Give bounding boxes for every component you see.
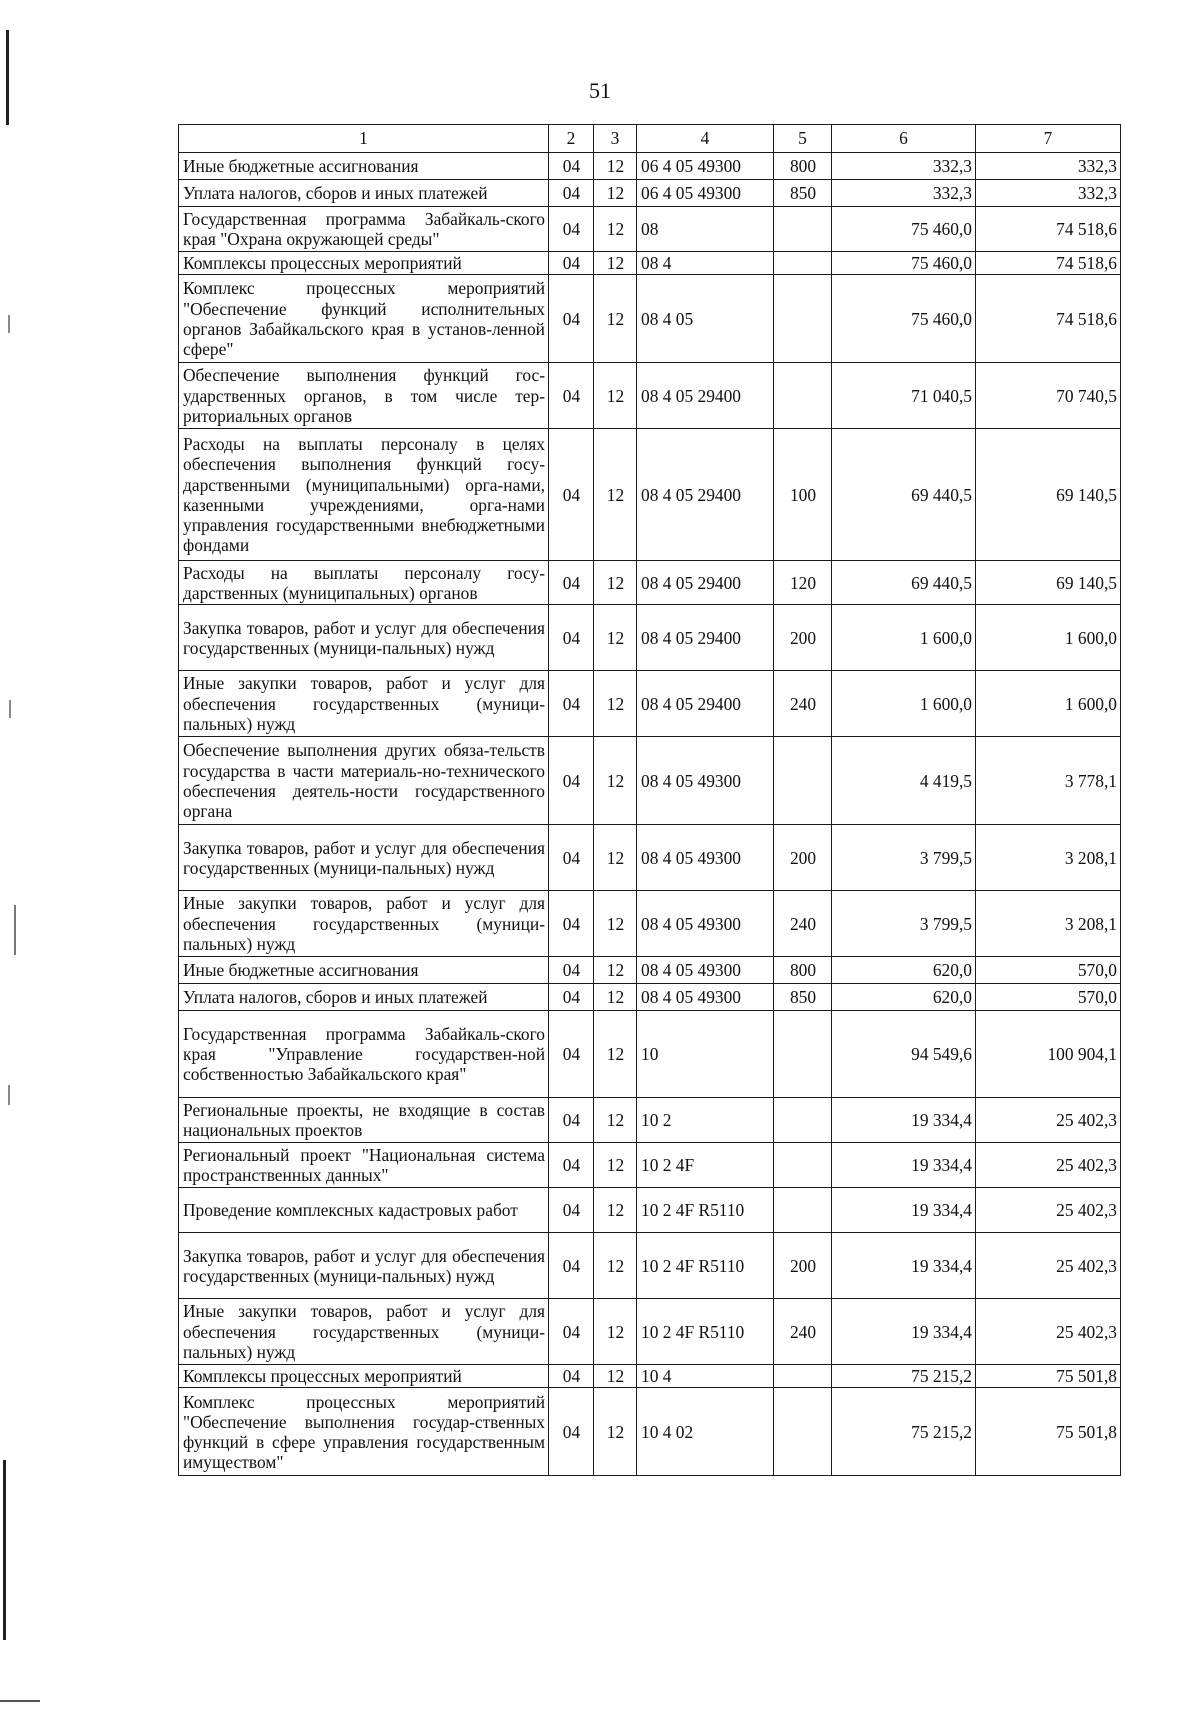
section-cell: 04 bbox=[549, 180, 594, 207]
expense-type-cell: 800 bbox=[774, 957, 832, 984]
amount-year1-cell: 19 334,4 bbox=[832, 1188, 976, 1233]
expense-type-cell bbox=[774, 1388, 832, 1476]
subsection-cell: 12 bbox=[594, 1098, 637, 1143]
section-cell: 04 bbox=[549, 1143, 594, 1188]
expense-name-cell: Региональные проекты, не входящие в состав национальных проектов bbox=[179, 1098, 549, 1143]
table-row bbox=[179, 275, 1121, 363]
amount-year1-cell: 75 460,0 bbox=[832, 207, 976, 252]
amount-year2-cell: 74 518,6 bbox=[976, 252, 1121, 275]
expense-name-cell: Комплексы процессных мероприятий bbox=[179, 252, 549, 275]
target-article-cell: 08 bbox=[637, 207, 774, 252]
table-row bbox=[179, 1098, 1121, 1143]
target-article-cell: 10 2 4F R5110 bbox=[637, 1299, 774, 1365]
section-cell: 04 bbox=[549, 825, 594, 891]
expense-type-cell bbox=[774, 1011, 832, 1098]
subsection-cell: 12 bbox=[594, 1188, 637, 1233]
amount-year1-cell: 3 799,5 bbox=[832, 825, 976, 891]
amount-year2-cell: 70 740,5 bbox=[976, 363, 1121, 429]
amount-year2-cell: 3 208,1 bbox=[976, 891, 1121, 957]
amount-year1-cell: 94 549,6 bbox=[832, 1011, 976, 1098]
amount-year2-cell: 570,0 bbox=[976, 984, 1121, 1011]
amount-year2-cell: 69 140,5 bbox=[976, 561, 1121, 605]
column-header: 2 bbox=[549, 125, 594, 153]
target-article-cell: 08 4 05 49300 bbox=[637, 984, 774, 1011]
table-row bbox=[179, 605, 1121, 671]
target-article-cell: 10 2 4F bbox=[637, 1143, 774, 1188]
subsection-cell: 12 bbox=[594, 671, 637, 737]
target-article-cell: 10 4 02 bbox=[637, 1388, 774, 1476]
subsection-cell: 12 bbox=[594, 153, 637, 180]
expense-name-cell: Комплекс процессных мероприятий "Обеспечение функций исполнительных органов Забайкальского края в установ-ленной сфере" bbox=[179, 275, 549, 363]
target-article-cell: 08 4 05 49300 bbox=[637, 825, 774, 891]
table-row bbox=[179, 1011, 1121, 1098]
amount-year2-cell: 25 402,3 bbox=[976, 1299, 1121, 1365]
expense-name-cell: Закупка товаров, работ и услуг для обеспечения государственных (муници-пальных) нужд bbox=[179, 825, 549, 891]
expense-name-cell: Государственная программа Забайкаль-ского края "Охрана окружающей среды" bbox=[179, 207, 549, 252]
column-header: 5 bbox=[774, 125, 832, 153]
amount-year1-cell: 19 334,4 bbox=[832, 1233, 976, 1299]
expense-name-cell: Государственная программа Забайкаль-ского края "Управление государствен-ной собственностью Забайкальского края" bbox=[179, 1011, 549, 1098]
expense-type-cell: 200 bbox=[774, 825, 832, 891]
table-row bbox=[179, 1299, 1121, 1365]
expense-name-cell: Обеспечение выполнения других обяза-тельств государства в части материаль-но-технического обеспечения деятель-ности государственного органа bbox=[179, 737, 549, 825]
table-row bbox=[179, 1233, 1121, 1299]
expense-name-cell: Региональный проект "Национальная система пространственных данных" bbox=[179, 1143, 549, 1188]
amount-year2-cell: 74 518,6 bbox=[976, 275, 1121, 363]
expense-type-cell bbox=[774, 1365, 832, 1388]
amount-year2-cell: 25 402,3 bbox=[976, 1098, 1121, 1143]
target-article-cell: 06 4 05 49300 bbox=[637, 153, 774, 180]
subsection-cell: 12 bbox=[594, 1365, 637, 1388]
header-row bbox=[179, 125, 1121, 153]
amount-year2-cell: 25 402,3 bbox=[976, 1233, 1121, 1299]
target-article-cell: 10 2 4F R5110 bbox=[637, 1188, 774, 1233]
table-row bbox=[179, 429, 1121, 561]
subsection-cell: 12 bbox=[594, 252, 637, 275]
expense-type-cell bbox=[774, 1098, 832, 1143]
amount-year1-cell: 75 215,2 bbox=[832, 1365, 976, 1388]
subsection-cell: 12 bbox=[594, 1143, 637, 1188]
subsection-cell: 12 bbox=[594, 180, 637, 207]
table-row bbox=[179, 891, 1121, 957]
amount-year2-cell: 75 501,8 bbox=[976, 1388, 1121, 1476]
table-row bbox=[179, 180, 1121, 207]
subsection-cell: 12 bbox=[594, 275, 637, 363]
table-row bbox=[179, 825, 1121, 891]
subsection-cell: 12 bbox=[594, 1233, 637, 1299]
amount-year2-cell: 75 501,8 bbox=[976, 1365, 1121, 1388]
expense-name-cell: Расходы на выплаты персоналу госу-дарственных (муниципальных) органов bbox=[179, 561, 549, 605]
amount-year2-cell: 25 402,3 bbox=[976, 1188, 1121, 1233]
expense-name-cell: Расходы на выплаты персоналу в целях обеспечения выполнения функций госу-дарственными (муниципальными) орга-нами, казенными учреждениями, орга-нами управления государственными внебюджетными фондами bbox=[179, 429, 549, 561]
amount-year1-cell: 19 334,4 bbox=[832, 1299, 976, 1365]
subsection-cell: 12 bbox=[594, 1011, 637, 1098]
amount-year1-cell: 69 440,5 bbox=[832, 429, 976, 561]
amount-year1-cell: 1 600,0 bbox=[832, 671, 976, 737]
section-cell: 04 bbox=[549, 275, 594, 363]
section-cell: 04 bbox=[549, 1365, 594, 1388]
table-row bbox=[179, 671, 1121, 737]
amount-year1-cell: 332,3 bbox=[832, 153, 976, 180]
section-cell: 04 bbox=[549, 207, 594, 252]
expense-type-cell: 200 bbox=[774, 605, 832, 671]
expense-type-cell: 240 bbox=[774, 1299, 832, 1365]
table-row bbox=[179, 1188, 1121, 1233]
table-row bbox=[179, 153, 1121, 180]
amount-year1-cell: 620,0 bbox=[832, 984, 976, 1011]
expense-name-cell: Уплата налогов, сборов и иных платежей bbox=[179, 984, 549, 1011]
expense-type-cell bbox=[774, 1143, 832, 1188]
amount-year2-cell: 74 518,6 bbox=[976, 207, 1121, 252]
target-article-cell: 08 4 05 49300 bbox=[637, 891, 774, 957]
section-cell: 04 bbox=[549, 671, 594, 737]
expense-type-cell bbox=[774, 737, 832, 825]
section-cell: 04 bbox=[549, 1098, 594, 1143]
expense-name-cell: Уплата налогов, сборов и иных платежей bbox=[179, 180, 549, 207]
scan-edge-mark bbox=[8, 315, 10, 333]
expense-name-cell: Иные бюджетные ассигнования bbox=[179, 153, 549, 180]
section-cell: 04 bbox=[549, 1011, 594, 1098]
target-article-cell: 08 4 05 29400 bbox=[637, 429, 774, 561]
expense-name-cell: Проведение комплексных кадастровых работ bbox=[179, 1188, 549, 1233]
table-row bbox=[179, 957, 1121, 984]
subsection-cell: 12 bbox=[594, 737, 637, 825]
expense-type-cell: 240 bbox=[774, 891, 832, 957]
amount-year1-cell: 75 460,0 bbox=[832, 252, 976, 275]
column-header: 3 bbox=[594, 125, 637, 153]
subsection-cell: 12 bbox=[594, 561, 637, 605]
expense-name-cell: Закупка товаров, работ и услуг для обеспечения государственных (муници-пальных) нужд bbox=[179, 605, 549, 671]
target-article-cell: 10 2 4F R5110 bbox=[637, 1233, 774, 1299]
amount-year2-cell: 570,0 bbox=[976, 957, 1121, 984]
scan-edge-mark bbox=[0, 1700, 40, 1702]
expense-name-cell: Иные бюджетные ассигнования bbox=[179, 957, 549, 984]
target-article-cell: 08 4 05 49300 bbox=[637, 737, 774, 825]
expense-name-cell: Обеспечение выполнения функций гос-ударственных органов, в том числе тер-риториальных органов bbox=[179, 363, 549, 429]
expense-type-cell bbox=[774, 207, 832, 252]
expense-name-cell: Иные закупки товаров, работ и услуг для обеспечения государственных (муници-пальных) нужд bbox=[179, 1299, 549, 1365]
section-cell: 04 bbox=[549, 429, 594, 561]
column-header: 6 bbox=[832, 125, 976, 153]
amount-year2-cell: 3 778,1 bbox=[976, 737, 1121, 825]
subsection-cell: 12 bbox=[594, 957, 637, 984]
amount-year1-cell: 1 600,0 bbox=[832, 605, 976, 671]
table-row bbox=[179, 984, 1121, 1011]
expense-name-cell: Комплексы процессных мероприятий bbox=[179, 1365, 549, 1388]
column-header: 4 bbox=[637, 125, 774, 153]
section-cell: 04 bbox=[549, 605, 594, 671]
expense-type-cell: 850 bbox=[774, 180, 832, 207]
amount-year1-cell: 75 460,0 bbox=[832, 275, 976, 363]
expense-name-cell: Закупка товаров, работ и услуг для обеспечения государственных (муници-пальных) нужд bbox=[179, 1233, 549, 1299]
table-row bbox=[179, 737, 1121, 825]
expense-name-cell: Иные закупки товаров, работ и услуг для обеспечения государственных (муници-пальных) нужд bbox=[179, 671, 549, 737]
expense-type-cell bbox=[774, 1188, 832, 1233]
amount-year2-cell: 1 600,0 bbox=[976, 605, 1121, 671]
amount-year1-cell: 620,0 bbox=[832, 957, 976, 984]
amount-year1-cell: 69 440,5 bbox=[832, 561, 976, 605]
amount-year2-cell: 69 140,5 bbox=[976, 429, 1121, 561]
amount-year1-cell: 332,3 bbox=[832, 180, 976, 207]
amount-year2-cell: 332,3 bbox=[976, 180, 1121, 207]
expense-name-cell: Комплекс процессных мероприятий "Обеспечение выполнения государ-ственных функций в сфере управления государственным имуществом" bbox=[179, 1388, 549, 1476]
expense-type-cell: 850 bbox=[774, 984, 832, 1011]
expense-type-cell: 100 bbox=[774, 429, 832, 561]
scan-edge-mark bbox=[9, 700, 11, 718]
subsection-cell: 12 bbox=[594, 207, 637, 252]
section-cell: 04 bbox=[549, 984, 594, 1011]
section-cell: 04 bbox=[549, 1299, 594, 1365]
target-article-cell: 08 4 05 29400 bbox=[637, 605, 774, 671]
expense-type-cell bbox=[774, 252, 832, 275]
expense-name-cell: Иные закупки товаров, работ и услуг для обеспечения государственных (муници-пальных) нужд bbox=[179, 891, 549, 957]
amount-year2-cell: 1 600,0 bbox=[976, 671, 1121, 737]
amount-year1-cell: 19 334,4 bbox=[832, 1143, 976, 1188]
scan-edge-mark bbox=[3, 1460, 6, 1640]
amount-year1-cell: 4 419,5 bbox=[832, 737, 976, 825]
target-article-cell: 10 4 bbox=[637, 1365, 774, 1388]
target-article-cell: 08 4 05 29400 bbox=[637, 561, 774, 605]
target-article-cell: 08 4 05 29400 bbox=[637, 671, 774, 737]
expense-type-cell: 800 bbox=[774, 153, 832, 180]
column-header: 7 bbox=[976, 125, 1121, 153]
section-cell: 04 bbox=[549, 1233, 594, 1299]
scan-edge-mark bbox=[14, 905, 16, 955]
subsection-cell: 12 bbox=[594, 891, 637, 957]
expense-type-cell: 120 bbox=[774, 561, 832, 605]
budget-table bbox=[178, 124, 1121, 1476]
section-cell: 04 bbox=[549, 153, 594, 180]
section-cell: 04 bbox=[549, 252, 594, 275]
amount-year1-cell: 3 799,5 bbox=[832, 891, 976, 957]
subsection-cell: 12 bbox=[594, 363, 637, 429]
subsection-cell: 12 bbox=[594, 605, 637, 671]
expense-type-cell bbox=[774, 363, 832, 429]
target-article-cell: 06 4 05 49300 bbox=[637, 180, 774, 207]
subsection-cell: 12 bbox=[594, 1388, 637, 1476]
section-cell: 04 bbox=[549, 957, 594, 984]
table-row bbox=[179, 1388, 1121, 1476]
table-row bbox=[179, 1143, 1121, 1188]
amount-year2-cell: 332,3 bbox=[976, 153, 1121, 180]
section-cell: 04 bbox=[549, 363, 594, 429]
section-cell: 04 bbox=[549, 891, 594, 957]
amount-year2-cell: 100 904,1 bbox=[976, 1011, 1121, 1098]
subsection-cell: 12 bbox=[594, 825, 637, 891]
amount-year2-cell: 3 208,1 bbox=[976, 825, 1121, 891]
table-row bbox=[179, 363, 1121, 429]
subsection-cell: 12 bbox=[594, 1299, 637, 1365]
table-row bbox=[179, 252, 1121, 275]
expense-type-cell: 200 bbox=[774, 1233, 832, 1299]
amount-year1-cell: 75 215,2 bbox=[832, 1388, 976, 1476]
column-header: 1 bbox=[179, 125, 549, 153]
target-article-cell: 08 4 05 bbox=[637, 275, 774, 363]
target-article-cell: 08 4 bbox=[637, 252, 774, 275]
expense-type-cell: 240 bbox=[774, 671, 832, 737]
subsection-cell: 12 bbox=[594, 984, 637, 1011]
section-cell: 04 bbox=[549, 737, 594, 825]
scan-edge-mark bbox=[8, 1085, 10, 1105]
table-row bbox=[179, 561, 1121, 605]
expense-type-cell bbox=[774, 275, 832, 363]
table-row bbox=[179, 1365, 1121, 1388]
target-article-cell: 08 4 05 29400 bbox=[637, 363, 774, 429]
target-article-cell: 10 2 bbox=[637, 1098, 774, 1143]
amount-year1-cell: 71 040,5 bbox=[832, 363, 976, 429]
amount-year1-cell: 19 334,4 bbox=[832, 1098, 976, 1143]
section-cell: 04 bbox=[549, 561, 594, 605]
target-article-cell: 10 bbox=[637, 1011, 774, 1098]
section-cell: 04 bbox=[549, 1388, 594, 1476]
section-cell: 04 bbox=[549, 1188, 594, 1233]
subsection-cell: 12 bbox=[594, 429, 637, 561]
page-number: 51 bbox=[589, 78, 611, 103]
target-article-cell: 08 4 05 49300 bbox=[637, 957, 774, 984]
table-row bbox=[179, 207, 1121, 252]
amount-year2-cell: 25 402,3 bbox=[976, 1143, 1121, 1188]
